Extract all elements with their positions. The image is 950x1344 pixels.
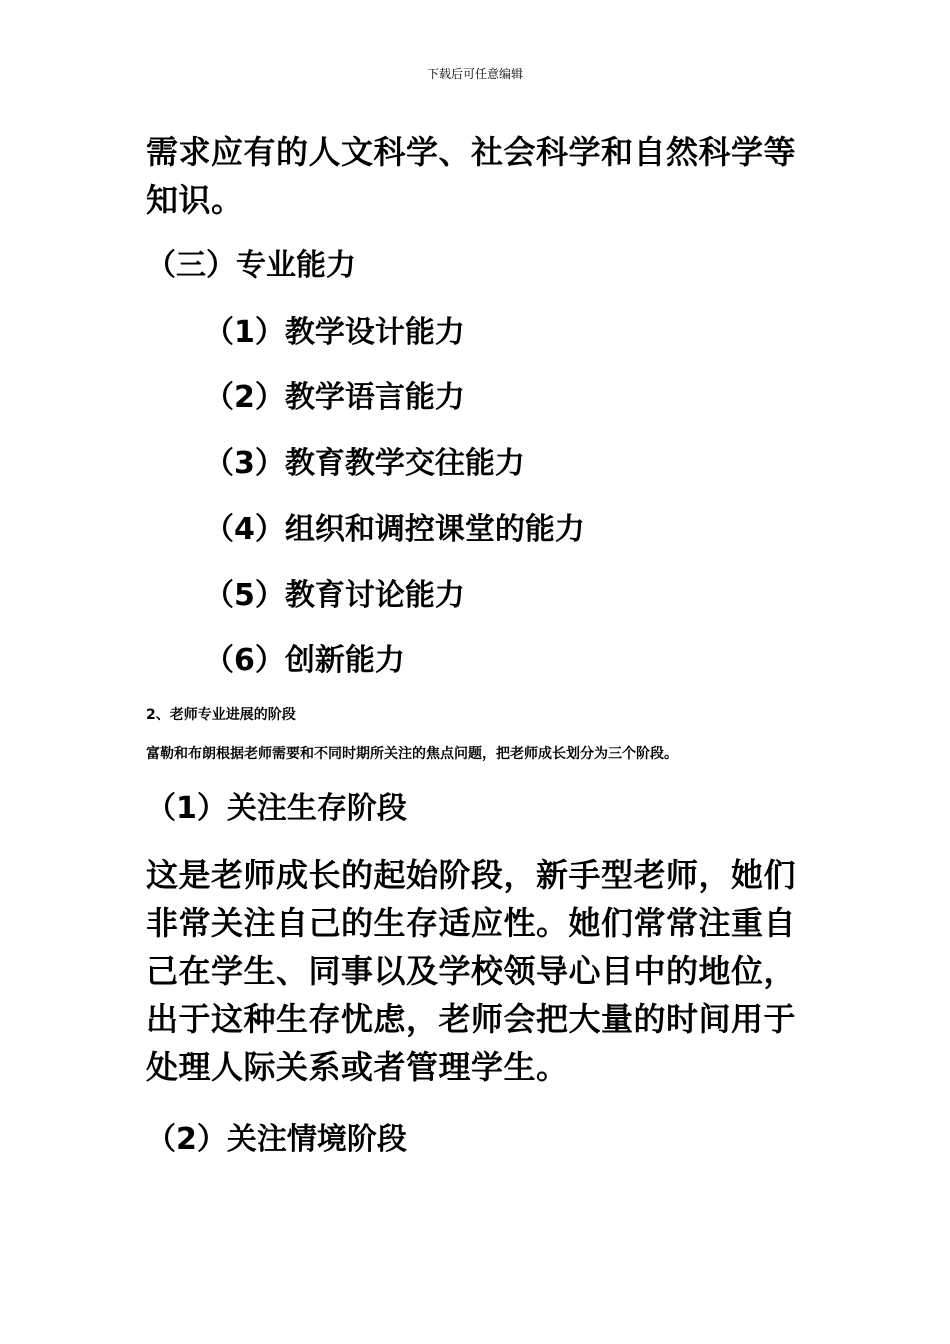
ability-item-1: （1）教学设计能力 [204,315,465,350]
section-heading: （三）专业能力 [146,248,356,283]
intro-paragraph: 需求应有的人文科学、社会科学和自然科学等知识。 [146,133,797,219]
subsection-intro: 富勒和布朗根据老师需要和不同时期所关注的焦点问题，把老师成长划分为三个阶段。 [146,746,678,762]
subsection-title: 2、老师专业进展的阶段 [146,707,296,723]
ability-item-3: （3）教育教学交往能力 [204,446,525,481]
ability-item-6: （6）创新能力 [204,643,405,678]
ability-item-5: （5）教育讨论能力 [204,578,465,613]
header-note: 下载后可任意编辑 [426,67,523,81]
ability-item-2: （2）教学语言能力 [204,380,465,415]
ability-item-4: （4）组织和调控课堂的能力 [204,512,585,547]
stage1-heading: （1）关注生存阶段 [146,791,407,826]
stage1-paragraph: 这是老师成长的起始阶段，新手型老师，她们非常关注自己的生存适应性。她们常常注重自己在学生、同事以及学校领导心目中的地位，出于这种生存忧虑，老师会把大量的时间用于处理人际关系或者管理学生。 [146,856,797,1086]
stage2-heading: （2）关注情境阶段 [146,1122,407,1157]
